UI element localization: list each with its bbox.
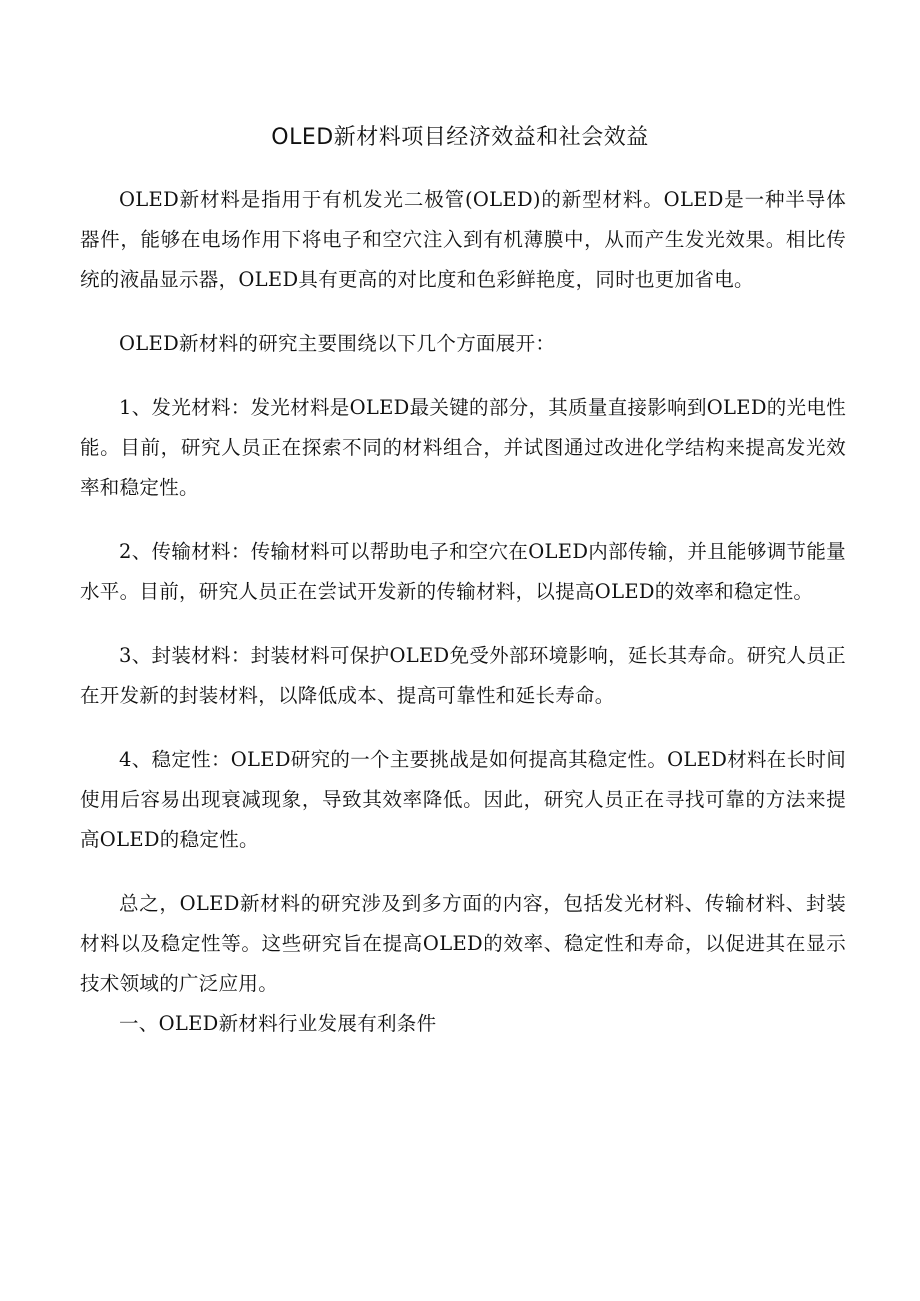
encapsulation-materials-paragraph: 3、封装材料：封装材料可保护OLED免受外部环境影响，延长其寿命。研究人员正在开发新的封装材料，以降低成本、提高可靠性和延长寿命。 bbox=[80, 644, 846, 707]
intro-paragraph: OLED新材料是指用于有机发光二极管(OLED)的新型材料。OLED是一种半导体器件，能够在电场作用下将电子和空穴注入到有机薄膜中，从而产生发光效果。相比传统的液晶显示器，OLED具有更高的对比度和色彩鲜艳度，同时也更加省电。 bbox=[80, 188, 846, 291]
document-title: OLED新材料项目经济效益和社会效益 bbox=[271, 125, 649, 150]
research-overview-paragraph: OLED新材料的研究主要围绕以下几个方面展开： bbox=[119, 332, 556, 355]
transport-materials-paragraph: 2、传输材料：传输材料可以帮助电子和空穴在OLED内部传输，并且能够调节能量水平。目前，研究人员正在尝试开发新的传输材料，以提高OLED的效率和稳定性。 bbox=[80, 540, 846, 603]
summary-paragraph: 总之，OLED新材料的研究涉及到多方面的内容，包括发光材料、传输材料、封装材料以及稳定性等。这些研究旨在提高OLED的效率、稳定性和寿命，以促进其在显示技术领域的广泛应用。 bbox=[80, 892, 846, 995]
emissive-materials-paragraph: 1、发光材料：发光材料是OLED最关键的部分，其质量直接影响到OLED的光电性能。目前，研究人员正在探索不同的材料组合，并试图通过改进化学结构来提高发光效率和稳定性。 bbox=[80, 396, 846, 499]
stability-paragraph: 4、稳定性：OLED研究的一个主要挑战是如何提高其稳定性。OLED材料在长时间使用后容易出现衰减现象，导致其效率降低。因此，研究人员正在寻找可靠的方法来提高OLED的稳定性。 bbox=[80, 748, 846, 851]
document-body bbox=[80, 180, 846, 1044]
section-heading: 一、OLED新材料行业发展有利条件 bbox=[119, 1012, 437, 1035]
